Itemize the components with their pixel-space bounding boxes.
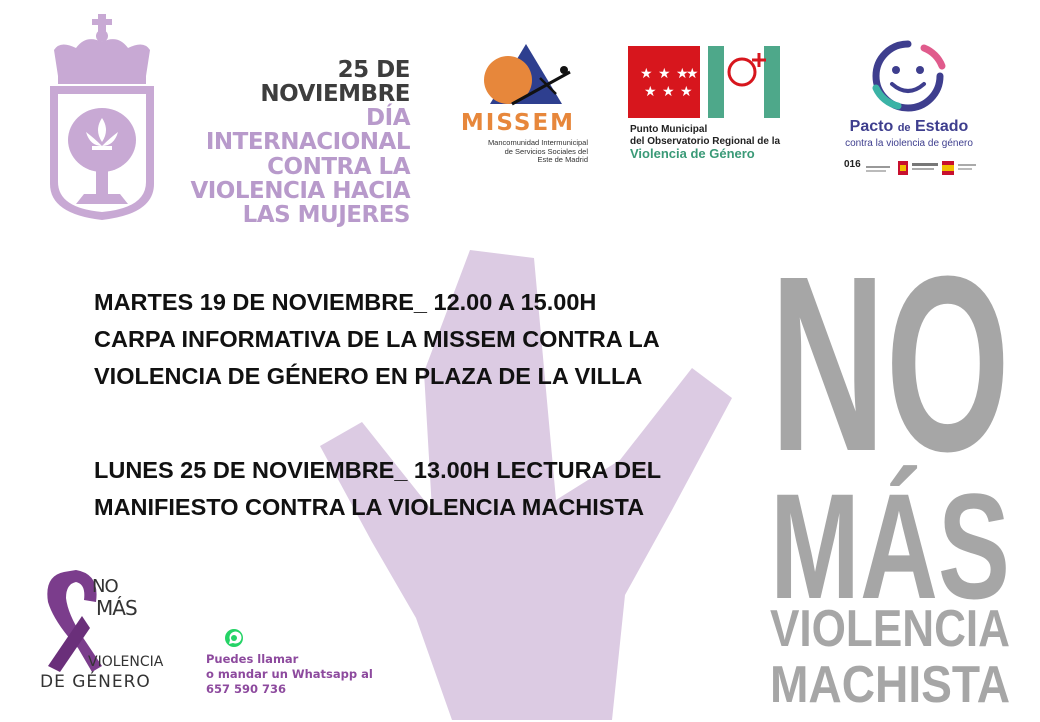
svg-text:★: ★ <box>680 84 693 100</box>
punto-municipal-text <box>630 124 780 162</box>
whatsapp-icon <box>224 628 244 648</box>
slogan-no: NO <box>770 224 1010 503</box>
header-title-line: DÍA INTERNACIONAL <box>205 105 410 156</box>
ribbon-text-genero: DE GÉNERO <box>40 672 151 692</box>
pacto-subtitle: contra la violencia de género <box>845 138 973 149</box>
pacto-de-estado-logo <box>836 38 986 183</box>
slogan-mas: MÁS <box>770 462 1010 630</box>
whatsapp-phone: 657 590 736 <box>206 682 287 696</box>
pacto-name <box>836 118 982 136</box>
event-line: VIOLENCIA DE GÉNERO EN PLAZA DE LA VILLA <box>94 363 643 389</box>
ribbon-text-mas: MÁS <box>96 596 137 620</box>
missem-emblem-icon <box>478 42 578 112</box>
no-mas-violencia-slogan <box>760 224 1020 722</box>
header-title-line: CONTRA LA <box>267 153 410 180</box>
punto-municipal-logo <box>628 46 788 171</box>
ribbon-text-violencia: VIOLENCIA <box>88 654 164 670</box>
event-line: LUNES 25 DE NOVIEMBRE_ 13.00H LECTURA DEL <box>94 457 662 483</box>
missem-subtitle-line: Mancomunidad Intermunicipal <box>487 138 588 147</box>
municipal-shield-logo <box>46 14 158 222</box>
event-line: MARTES 19 DE NOVIEMBRE_ 12.00 A 15.00H <box>94 289 597 315</box>
ribbon-no-mas-violencia-logo <box>34 566 174 706</box>
comunidad-madrid-flag-icon <box>628 46 784 120</box>
missem-subtitle <box>448 139 588 165</box>
whatsapp-text <box>206 652 373 697</box>
punto-highlight: Violencia de Género <box>630 146 755 161</box>
pacto-smile-emblem-icon <box>864 38 952 114</box>
missem-name: MISSEM <box>460 110 576 136</box>
whatsapp-line: o mandar un Whatsapp al <box>206 667 373 681</box>
svg-text:★: ★ <box>662 84 675 100</box>
punto-line: del Observatorio Regional de la <box>630 135 781 147</box>
header-title-block <box>188 58 410 227</box>
header-title-line: VIOLENCIA HACIA <box>190 177 410 204</box>
government-seal-strip-icon <box>866 160 978 176</box>
pacto-name-part: de <box>897 122 911 134</box>
slogan-violencia: VIOLENCIA <box>770 600 1010 658</box>
event-announcement-2 <box>94 452 661 526</box>
event-announcement-1 <box>94 284 660 395</box>
missem-subtitle-line: Este de Madrid <box>537 155 588 165</box>
header-title-line: LAS MUJERES <box>242 201 410 228</box>
event-line: MANIFIESTO CONTRA LA VIOLENCIA MACHISTA <box>94 494 645 520</box>
punto-line: Punto Municipal <box>630 124 708 135</box>
svg-text:★: ★ <box>644 84 657 100</box>
svg-text:★: ★ <box>676 66 689 82</box>
pacto-name-part: Pacto <box>849 118 898 135</box>
missem-logo <box>448 42 588 167</box>
svg-text:★: ★ <box>640 66 653 82</box>
pacto-name-part: Estado <box>910 118 969 135</box>
missem-subtitle-line: de Servicios Sociales del <box>504 146 588 156</box>
svg-text:★: ★ <box>658 66 671 82</box>
event-line: CARPA INFORMATIVA DE LA MISSEM CONTRA LA <box>94 326 660 352</box>
header-date-line: 25 DE NOVIEMBRE <box>260 57 410 108</box>
slogan-machista: MACHISTA <box>770 656 1010 714</box>
ribbon-text-no: NO <box>92 576 118 597</box>
svg-text:★: ★ <box>686 66 699 82</box>
whatsapp-line: Puedes llamar <box>206 652 299 666</box>
pacto-phone-016: 016 <box>844 159 861 170</box>
